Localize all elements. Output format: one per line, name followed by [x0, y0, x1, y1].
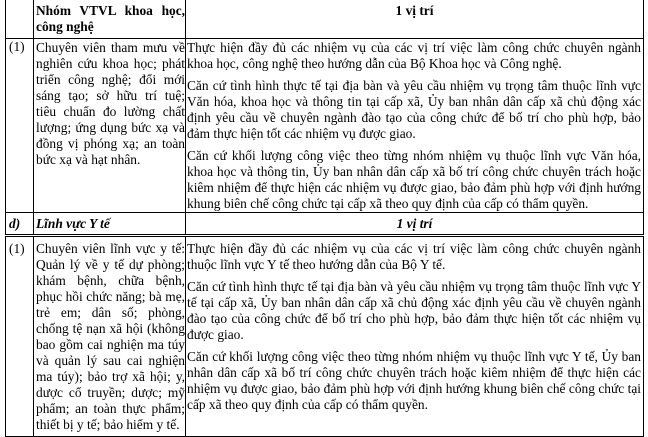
- duty-paragraph: Thực hiện đầy đủ các nhiệm vụ của các vị trí việc làm công chức chuyên ngành khoa học, công nghệ theo hướng dẫn của Bộ Khoa học và Công nghệ.: [187, 40, 641, 71]
- duty-paragraph: Thực hiện đầy đủ các nhiệm vụ của các vị trí việc làm công chức chuyên ngành thuộc lĩnh vực Y tế theo hướng dẫn của Bộ Y tế.: [187, 241, 641, 272]
- header-row: [6, 0, 644, 39]
- position-description: Chuyên viên lĩnh vực y tế: Quản lý về y tế dự phòng; khám bệnh, chữa bệnh, phục hồi chức năng; bà mẹ, trẻ em; dân số; phòng, chống tệ nạn xã hội (không bao gồm cai nghiện ma túy và quản lý sau cai nghiện ma túy); bảo trợ xã hội; y, dược cổ truyền; dược; mỹ phẩm; an toàn thực phẩm; thiết bị y tế; bảo hiểm y tế.: [34, 237, 186, 437]
- section-row: [6, 213, 644, 235]
- section-count: 1 vị trí: [186, 213, 644, 235]
- row-number: (1): [6, 39, 34, 213]
- section-title: Lĩnh vực Y tế: [34, 213, 186, 235]
- row-number: (1): [6, 237, 34, 437]
- duty-cell: [186, 39, 644, 213]
- position-description: Chuyên viên tham mưu về nghiên cứu khoa học; phát triển công nghệ; đổi mới sáng tạo; sở hữu trí tuệ; tiêu chuẩn đo lường chất lượng; ứng dụng bức xạ và đồng vị phóng xạ; an toàn bức xạ và hạt nhân.: [34, 39, 186, 213]
- section-letter: d): [6, 213, 34, 235]
- table-khoa-hoc: [5, 0, 644, 235]
- group-count: 1 vị trí: [186, 0, 644, 39]
- group-label: Nhóm VTVL khoa học, công nghệ: [34, 0, 186, 39]
- header-empty-cell: [6, 0, 34, 39]
- table-row: [6, 237, 644, 437]
- duty-paragraph: Căn cứ khối lượng công việc theo từng nhóm nhiệm vụ thuộc lĩnh vực Y tế, Ủy ban nhân dân cấp xã bố trí công chức chuyên trách hoặc kiêm nhiệm để thực hiện các nhiệm vụ được giao, bảo đảm phù hợp với định hướng khung biên chế công chức tại cấp xã theo quy định của cấp có thẩm quyền.: [187, 349, 641, 412]
- duty-paragraph: Căn cứ khối lượng công việc theo từng nhóm nhiệm vụ thuộc lĩnh vực Văn hóa, khoa học và thông tin, Ủy ban nhân dân cấp xã bố trí công chức chuyên trách hoặc kiêm nhiệm để thực hiện các nhiệm vụ được giao, bảo đảm phù hợp với định hướng khung biên chế công chức tại cấp xã theo quy định của cấp có thẩm quyền.: [187, 148, 641, 211]
- table-y-te: [5, 236, 644, 437]
- duty-paragraph: Căn cứ tình hình thực tế tại địa bàn và yêu cầu nhiệm vụ trọng tâm thuộc lĩnh vực Văn hóa, khoa học và thông tin tại cấp xã, Ủy ban nhân dân cấp xã chủ động xác định yêu cầu về chuyên ngành đào tạo của công chức để bố trí cho phù hợp, bảo đảm thực hiện tốt các nhiệm vụ được giao.: [187, 78, 641, 141]
- table-row: [6, 39, 644, 213]
- duty-paragraph: Căn cứ tình hình thực tế tại địa bàn và yêu cầu nhiệm vụ trọng tâm thuộc lĩnh vực Y tế tại cấp xã, Ủy ban nhân dân cấp xã chủ động xác định yêu cầu về chuyên ngành đào tạo của công chức để bố trí cho phù hợp, bảo đảm thực hiện tốt các nhiệm vụ được giao.: [187, 279, 641, 342]
- duty-cell: [186, 237, 644, 437]
